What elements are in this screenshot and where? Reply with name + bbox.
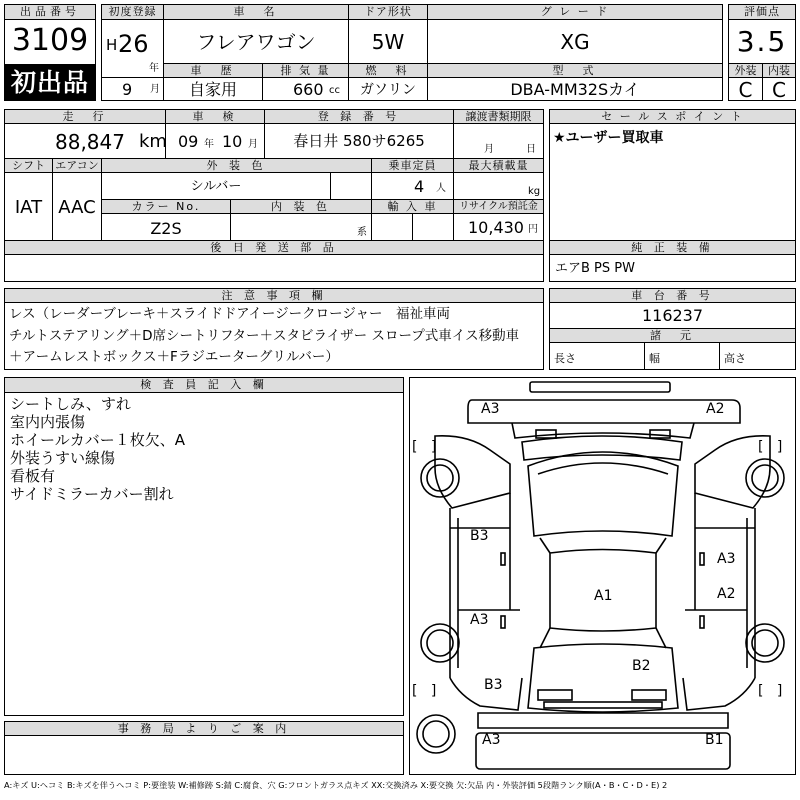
reg-year-unit: 年	[149, 63, 159, 74]
mirror-bracket-right: [ ]	[758, 439, 783, 455]
mileage-unit: km	[139, 131, 167, 152]
dim-length-label: 長さ	[554, 352, 576, 365]
damage-mark-left-quarter: B3	[484, 677, 503, 693]
damage-mark-right-front-door: A3	[717, 551, 736, 567]
color-no: Z2S	[150, 219, 182, 238]
door-type: 5W	[371, 30, 405, 54]
equipment-cell	[549, 254, 796, 282]
notes-line: レス（レーダーブレーキ＋スライドドアイージークロージャー 福祉車両	[9, 306, 451, 322]
notes-line: ＋アームレストボックス＋Fラジエーターグリルバー）	[9, 349, 339, 365]
mileage-cell	[4, 123, 166, 159]
inspection-month-unit: 月	[248, 139, 258, 150]
damage-mark-rear-glass: B2	[632, 658, 651, 674]
door-header: ドア形状	[348, 4, 428, 20]
dim-height-cell	[719, 342, 796, 370]
inspector-line: 外装うすい線傷	[10, 449, 116, 467]
ext-color-cell	[101, 172, 331, 200]
doc-deadline-header: 譲渡書類期限	[453, 109, 544, 124]
legend: A:キズ U:ヘコミ B:キズを伴うヘコミ P:要塗装 W:補修跡 S:錆 C:腐食、穴 G:フロントガラス点キズ XX:交換済み X:要交換 欠:欠品 内・外装評価 5段階ランク順(A・B・C・D・E) 2	[4, 781, 668, 790]
shift-header: シフト	[4, 158, 53, 173]
chassis-no-cell	[549, 302, 796, 329]
reg-number: 春日井 580サ6265	[293, 132, 425, 150]
ac-cell	[52, 172, 102, 241]
mileage-header: 走 行	[4, 109, 166, 124]
inspection-header: 車 検	[165, 109, 265, 124]
dimensions-header: 諸 元	[549, 328, 796, 343]
first-reg-month-cell	[101, 77, 164, 101]
fuel: ガソリン	[360, 82, 416, 98]
ext-color-header: 外 装 色	[101, 158, 372, 173]
grade: XG	[560, 30, 590, 54]
exterior-grade: C	[738, 78, 753, 102]
car-name-header: 車 名	[163, 4, 349, 20]
era-letter: H	[106, 36, 118, 54]
damage-mark-rear-right: B1	[705, 732, 724, 748]
int-color-unit: 系	[357, 227, 367, 238]
lot-no-header: 出品番号	[4, 4, 96, 20]
inspector-line: 室内内張傷	[10, 413, 86, 431]
history-header: 車 歴	[163, 63, 263, 78]
inspection-month: 10	[222, 132, 243, 151]
damage-mark-front-left: A3	[481, 401, 500, 417]
equipment: エアB PS PW	[555, 261, 635, 276]
inspector-line: 看板有	[10, 467, 56, 485]
inspection-year-unit: 年	[204, 139, 214, 150]
lot-number: 3109	[11, 23, 89, 58]
doc-day-unit: 日	[526, 144, 536, 155]
ext-color: シルバー	[190, 179, 242, 194]
ext-color-extra-cell	[330, 172, 372, 200]
inspection-year: 09	[178, 132, 199, 151]
sales-point-cell	[549, 123, 796, 241]
displacement-unit: cc	[329, 85, 340, 96]
car-name: フレアワゴン	[196, 30, 316, 54]
chassis-no-header: 車 台 番 号	[549, 288, 796, 303]
notes-cell	[4, 302, 544, 370]
reg-month: 9	[122, 80, 133, 99]
import-cell-2	[412, 213, 454, 241]
recycle-unit: 円	[528, 224, 538, 235]
displacement: 660	[293, 80, 324, 99]
reg-no-cell	[264, 123, 454, 159]
displacement-header: 排 気 量	[262, 63, 349, 78]
side-bracket-left: [ ]	[412, 683, 437, 699]
sales-point: ★ユーザー買取車	[553, 130, 664, 146]
first-reg-cell	[101, 19, 164, 78]
recycle-header: リサイクル預託金	[453, 199, 544, 214]
interior-grade: C	[772, 78, 786, 102]
model-header: 型 式	[427, 63, 723, 78]
fuel-cell	[348, 77, 428, 101]
doc-deadline-cell	[453, 123, 544, 159]
exterior-cell	[728, 77, 763, 101]
first-reg-header: 初度登録	[101, 4, 164, 20]
ac: AAC	[58, 197, 96, 218]
import-cell	[371, 213, 413, 241]
damage-mark-left-front-door: B3	[470, 528, 489, 544]
color-no-header: カラー No.	[101, 199, 231, 214]
dim-height-label: 高さ	[724, 352, 746, 365]
damage-diagram	[409, 377, 796, 775]
sales-point-header: セ ー ル ス ポ イ ン ト	[549, 109, 796, 124]
side-bracket-right: [ ]	[758, 683, 783, 699]
int-color-cell	[230, 213, 372, 241]
equipment-header: 純 正 装 備	[549, 240, 796, 255]
capacity: 4	[414, 177, 425, 196]
inspection-cell	[165, 123, 265, 159]
inspector-cell	[4, 392, 404, 716]
exterior-header: 外装	[728, 63, 763, 78]
grade-header: グ レ ー ド	[427, 4, 723, 20]
capacity-unit: 人	[436, 183, 446, 194]
damage-mark-right-rear-door: A2	[717, 586, 736, 602]
recycle-fee: 10,430	[468, 218, 524, 237]
shift-cell	[4, 172, 53, 241]
max-load-header: 最大積載量	[453, 158, 544, 173]
ac-header: エアコン	[52, 158, 102, 173]
int-color-header: 内 装 色	[230, 199, 372, 214]
color-no-cell	[101, 213, 231, 241]
interior-cell	[762, 77, 796, 101]
later-parts-header: 後 日 発 送 部 品	[4, 240, 544, 255]
doc-month-unit: 月	[484, 144, 494, 155]
interior-header: 内装	[762, 63, 796, 78]
notes-line: チルトステアリング＋D席シートリフター＋スタビライザー スロープ式車イス移動車	[9, 328, 520, 344]
import-header: 輸 入 車	[371, 199, 454, 214]
later-parts-cell	[4, 254, 544, 282]
recycle-cell	[453, 213, 544, 241]
score: 3.5	[736, 25, 788, 58]
first-time-badge: 初出品	[4, 65, 96, 101]
max-load-unit: kg	[528, 186, 541, 197]
damage-mark-front-right: A2	[706, 401, 725, 417]
capacity-header: 乗車定員	[371, 158, 454, 173]
damage-mark-roof: A1	[594, 588, 613, 604]
car-outline-diagram	[410, 378, 795, 774]
inspector-header: 検 査 員 記 入 欄	[4, 377, 404, 393]
dim-width-label: 幅	[649, 352, 660, 365]
mirror-bracket-left: [ ]	[412, 439, 437, 455]
shift: IAT	[14, 197, 43, 218]
inspector-line: サイドミラーカバー割れ	[10, 485, 174, 503]
inspector-line: シートしみ、すれ	[10, 395, 131, 413]
inspector-line: ホイールカバー１枚欠、A	[10, 431, 185, 449]
fuel-header: 燃 料	[348, 63, 428, 78]
displacement-cell	[262, 77, 349, 101]
reg-year: 26	[118, 30, 149, 58]
mileage: 88,847	[55, 130, 125, 154]
grade-cell	[427, 19, 723, 64]
dim-width-cell	[644, 342, 720, 370]
damage-mark-rear-left: A3	[482, 732, 501, 748]
model-code: DBA-MM32Sカイ	[510, 80, 640, 99]
capacity-cell	[371, 172, 454, 200]
history-cell	[163, 77, 263, 101]
car-name-cell	[163, 19, 349, 64]
score-cell	[728, 19, 796, 64]
model-cell	[427, 77, 723, 101]
damage-mark-left-rear-door: A3	[470, 612, 489, 628]
history: 自家用	[188, 80, 237, 99]
notes-header: 注 意 事 項 欄	[4, 288, 544, 303]
door-cell	[348, 19, 428, 64]
max-load-cell	[453, 172, 544, 200]
office-cell	[4, 735, 404, 775]
chassis-no: 116237	[641, 306, 704, 325]
office-header: 事 務 局 よ り ご 案 内	[4, 721, 404, 736]
reg-no-header: 登 録 番 号	[264, 109, 454, 124]
dim-length-cell	[549, 342, 645, 370]
score-header: 評価点	[728, 4, 796, 20]
reg-month-unit: 月	[150, 84, 160, 95]
lot-no-cell	[4, 19, 96, 65]
